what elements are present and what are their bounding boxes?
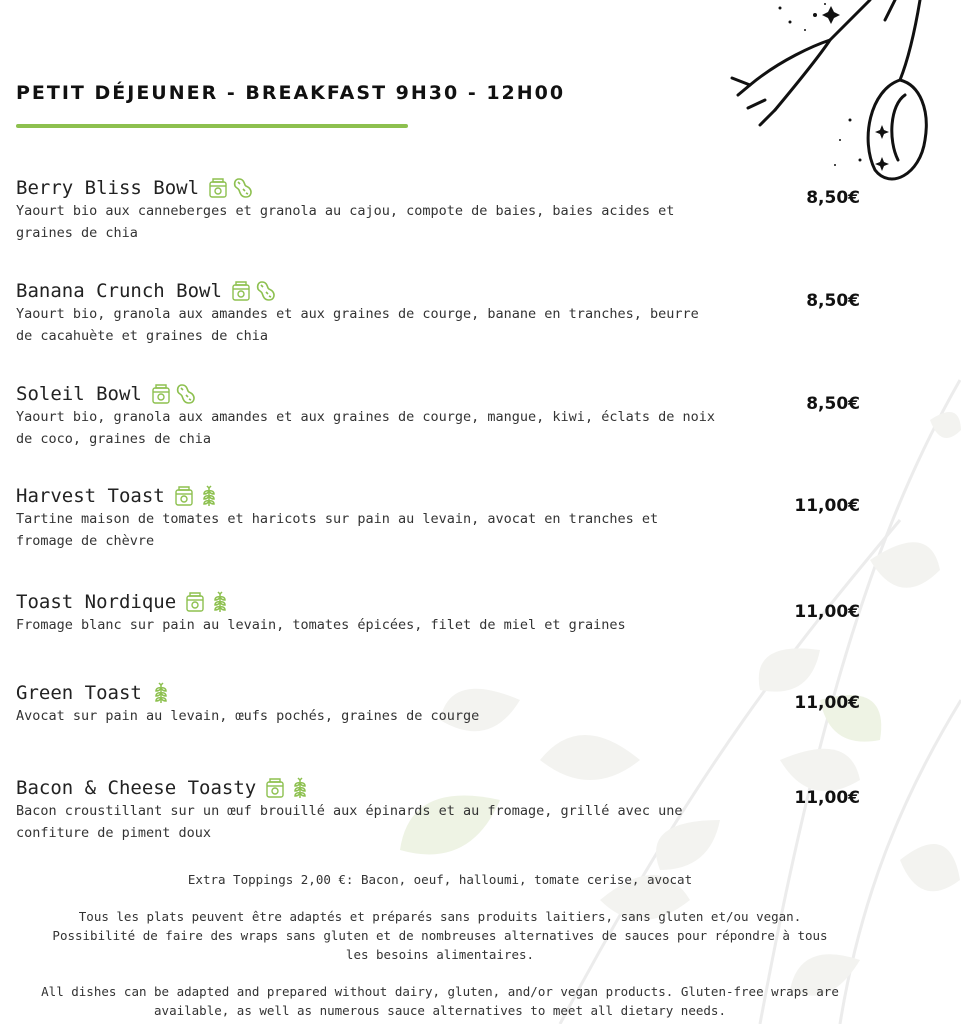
menu-item-price: 11,00€ [794,788,860,808]
peanut-icon [175,383,197,405]
menu-item [16,590,876,636]
menu-item-description: Yaourt bio aux canneberges et granola au cajou, compote de baies, baies acides et graines de chia [16,203,675,241]
menu-item-description: Yaourt bio, granola aux amandes et aux graines de courge, banane en tranches, beurre de cacahuète et graines de chia [16,306,699,344]
menu-item-name: Banana Crunch Bowl [16,280,222,302]
heading-divider [16,124,408,128]
menu-item [16,681,876,727]
menu-item-price: 11,00€ [794,496,860,516]
menu-item-price: 11,00€ [794,602,860,622]
extra-toppings-note: Extra Toppings 2,00 €: Bacon, oeuf, halloumi, tomate cerise, avocat [187,872,693,887]
section-heading: PETIT DÉJEUNER - BREAKFAST 9H30 - 12H00 [16,82,566,104]
menu-item-name-row [16,681,876,705]
dietary-icons [150,383,197,405]
menu-item-name-row [16,484,876,508]
wheat-icon [198,485,220,507]
yogurt-jar-icon [230,280,252,302]
yogurt-jar-icon [173,485,195,507]
dietary-icons [173,485,220,507]
menu-item-name-row [16,279,876,303]
menu-item-name-row [16,382,876,406]
dietary-icons [230,280,277,302]
wheat-icon [289,777,311,799]
yogurt-jar-icon [184,591,206,613]
wheat-icon [150,682,172,704]
dietary-icons [184,591,231,613]
menu-item-description: Tartine maison de tomates et haricots sur pain au levain, avocat en tranches et fromage de chèvre [16,511,659,549]
menu-item-name: Soleil Bowl [16,383,142,405]
menu-item [16,382,876,450]
menu-item-price: 8,50€ [806,394,860,414]
menu-item-name-row [16,176,876,200]
menu-item-name-row [16,776,876,800]
menu-item-description: Bacon croustillant sur un œuf brouillé aux épinards et au fromage, grillé avec une confiture de piment doux [16,803,683,841]
dietary-icons [150,682,172,704]
menu-item-description: Avocat sur pain au levain, œufs pochés, graines de courge [16,708,480,724]
peanut-icon [255,280,277,302]
menu-item [16,279,876,347]
yogurt-jar-icon [264,777,286,799]
menu-item-name: Green Toast [16,682,142,704]
menu-item-price: 8,50€ [806,188,860,208]
dietary-note-en: All dishes can be adapted and prepared without dairy, gluten, and/or vegan products. Gluten-free wraps are available, as well as numerous sauce alternatives to meet all dietary needs. [41,984,839,1018]
dietary-icons [264,777,311,799]
menu-item-description: Fromage blanc sur pain au levain, tomates épicées, filet de miel et graines [16,617,626,633]
menu-item-name: Toast Nordique [16,591,177,613]
yogurt-jar-icon [207,177,229,199]
menu-item-name-row [16,590,876,614]
menu-item-price: 8,50€ [806,291,860,311]
menu-item-name: Bacon & Cheese Toasty [16,777,257,799]
wheat-icon [209,591,231,613]
peanut-icon [232,177,254,199]
menu-item [16,776,876,844]
menu-item-name: Berry Bliss Bowl [16,177,200,199]
menu-item-name: Harvest Toast [16,485,165,507]
menu-item [16,176,876,244]
menu-item-description: Yaourt bio, granola aux amandes et aux graines de courge, mangue, kiwi, éclats de noix de coco, graines de chia [16,409,715,447]
dietary-icons [207,177,254,199]
menu-item-price: 11,00€ [794,693,860,713]
yogurt-jar-icon [150,383,172,405]
menu-item [16,484,876,552]
dietary-note-fr: Tous les plats peuvent être adaptés et préparés sans produits laitiers, sans gluten et/ou vegan. Possibilité de faire des wraps sans gluten et de nombreuses alternatives de sauces pour répondre à tous les besoins alimentaires. [52,909,828,962]
